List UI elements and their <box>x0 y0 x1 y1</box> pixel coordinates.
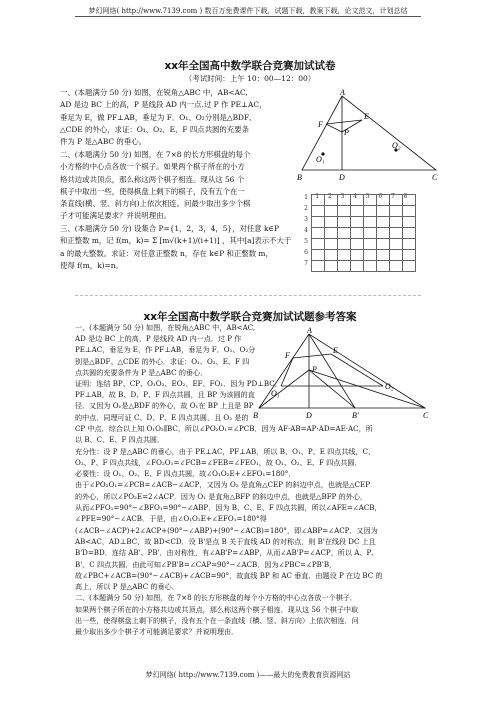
label-d: D <box>339 173 345 182</box>
row-label: 1 <box>304 194 308 201</box>
row-label: 3 <box>304 216 308 223</box>
answer-line: PF⊥AB，故 B、D、P、F 四点共圆，且 BP 为该圆的直 <box>75 390 255 400</box>
q1-line: △CDE 的外心，求证：O₁、O₂、E、F 四点共圆的充要条 <box>60 124 249 134</box>
col-label: 2 <box>327 193 332 200</box>
q2-line: 棋子中取出一些，使得棋盘上剩下的棋子，没有五个在一 <box>60 186 245 196</box>
q2-line: 格共边或共顶点，那么称这两个棋子相连。现从这 56 个 <box>60 174 245 184</box>
col-label: 1 <box>315 193 320 200</box>
answer-line: 如果两个棋子所在的小方格共边或共顶点，那么称这两个棋子相连．现从这 56 个棋子中取 <box>75 604 359 614</box>
header-divider <box>75 16 421 17</box>
label-b-2: B <box>253 411 258 420</box>
answer-line: 出一些，使得棋盘上剩下的棋子，没有五个在一条直线（横、竖、斜方向）上依次相连．问 <box>75 616 359 626</box>
exam-title: xx年全国高中数学联合竞赛加试试卷 <box>164 60 336 72</box>
q2-line: 小方格的中心点各放一个棋子。如果两个棋子所在的小方 <box>60 162 245 172</box>
label-c-2: C <box>423 411 429 420</box>
answers-title: xx年全国高中数学联合竞赛加试试题参考答案 <box>143 311 357 323</box>
answer-line: B'、C 四点共圆．由此可知∠PB'B=∠CAP=90°−∠ACB．因为∠PBC=∠PB'B， <box>75 559 337 569</box>
q3-line: 三、(本题满分 50 分) 设集合 P={1，2，3，4，5}，对任意 k∈P <box>60 224 279 233</box>
triangle-figure-2 <box>253 328 433 418</box>
answer-line: O₂、P、F 四点共线，∠FO₂O₁=∠FCB=∠FEB=∠FEO₁，故 O₁、O₂、E、F 四点共圆． <box>75 457 362 467</box>
row-label: 6 <box>304 249 308 256</box>
q3-line: 和正整数 m，记 f(m，k)= Σ [m√(k+1)/(i+1)] ，其中[a]表示不大于 <box>60 236 292 246</box>
label-p: P <box>344 128 349 137</box>
row-label: 5 <box>304 238 308 245</box>
label-d-2: D <box>306 411 312 420</box>
col-label: 3 <box>340 193 345 200</box>
q1-line: 垂足为 E，做 PF⊥AB，垂足为 F．O₁、O₂分别是△BDF、 <box>60 112 257 122</box>
answer-line: 径．又因为 O₁是△BDF 的外心，故 O₁在 BP 上且是 BP <box>75 401 254 411</box>
q3-line: a 的最大整数。求证：对任意正整数 n，存在 k∈P 和正整数 m， <box>60 248 273 258</box>
answers-body <box>75 423 425 638</box>
segment-pf <box>326 124 342 132</box>
answer-line: AD 是边 BC 上的高，P 是线段 AD 内一点．过 P 作 <box>75 334 242 344</box>
answer-line: 从而∠PFO₁=90°−∠BFO₁=90°−∠ABP．因为 B、C、E、F 四点共圆，所以∠AFE=∠ACB， <box>75 503 382 513</box>
label-o2-2: O₂ <box>385 382 394 391</box>
q3-line: 使得 f(m，k)=n。 <box>60 260 123 270</box>
answer-line: PE⊥AC，垂足为 E，作 PF⊥AB，垂足为 F．O₁、O₂分 <box>75 345 256 355</box>
question-3 <box>60 223 310 272</box>
col-label: 4 <box>353 193 357 200</box>
label-o2: O₂ <box>392 141 401 150</box>
grid-row-labels <box>300 194 308 271</box>
row-label: 7 <box>304 260 308 267</box>
label-e-2: E <box>333 346 338 355</box>
col-label: 8 <box>403 193 408 200</box>
q2-line: 条直线(横、竖、斜方向)上依次相连。问最少取出多少个棋 <box>60 199 251 209</box>
q2-line: 子才可能满足要求？并说明理由。 <box>60 211 171 221</box>
q1-line: AD 是边 BC 上的高，P 是线段 AD 内一点.过 P 作 PE⊥AC， <box>60 100 267 110</box>
col-label: 6 <box>378 193 383 200</box>
answer-line: 由于∠PO₂O₁=∠PCB=∠ACB−∠ACP，又因为 O₂ 是直角△CEP 的斜边中点，也就是△CEP <box>75 480 370 490</box>
answer-line: 充分性：设 P 是△ABC 的垂心，由于 PE⊥AC，PF⊥AB，所以 B、O₁、P、E 四点共线，C、 <box>75 446 376 456</box>
answer-line: 点共圆的充要条件为 P 是△ABC 的垂心． <box>75 367 208 377</box>
answers-intro <box>75 322 282 423</box>
chessboard-grid <box>311 194 416 272</box>
label-e: E <box>364 112 369 121</box>
q1-line: 件为 P 是△ABC 的垂心。 <box>60 137 146 147</box>
answer-line: 故∠PBC+∠ACB=(90°−∠ACB)+∠ACB=90°，故直线 BP 和 AC 垂直．由题设 P 在边 BC 的 <box>75 570 383 580</box>
q2-line: 二、(本题满分 50 分) 如图，在 7×8 的长方形棋盘的每个 <box>60 150 251 159</box>
question-1 <box>60 87 300 148</box>
label-a: A <box>340 88 345 97</box>
answer-line: 的中点．同理可证 C、D、P、E 四点共圆，且 O₂ 是的 <box>75 412 249 422</box>
answer-line: 别是△BDF、△CDE 的外心．求证：O₁、O₂、E、F 四 <box>75 356 250 366</box>
row-label: 2 <box>304 205 308 212</box>
answer-line: 一、(本题满分 50 分) 如图，在锐角△ABC 中，AB<AC, <box>75 323 256 332</box>
answer-line: 的外心，所以∠PO₂E=2∠ACP．因为 O₁ 是直角△BFP 的斜边中点，也就是△BFP 的外心， <box>75 491 368 501</box>
answer-line: ∠PFE=90°−∠ACB．于是，由∠O₁O₂E+∠EFO₁=180°得 <box>75 514 267 524</box>
answer-line: AB<AC，AD⊥BC，故 BD<CD．设 B'是点 B 关于直线 AD 的对称点，则 B'在线段 DC 上且 <box>75 536 376 546</box>
label-a-2: A <box>307 326 312 335</box>
label-b: B <box>297 173 302 182</box>
col-label: 7 <box>390 193 395 200</box>
answer-line: 二、(本题满分 50 分) 如图，在 7×8 的长方形棋盘的每个小方格的中心点各放一个棋子． <box>75 593 357 603</box>
answer-line: 高上，所以 P 是△ABC 的垂心． <box>75 582 179 592</box>
col-label: 5 <box>365 193 370 200</box>
label-o1-2: O₁ <box>271 389 280 398</box>
answer-line: (∠ACB−∠ACP)+2∠ACP+(90°−∠ABP)+(90°−∠ACB)=180°，即∠ABP=∠ACP．又因为 <box>75 525 378 535</box>
answer-line: 以 B、C、E、F 四点共圆． <box>75 435 165 445</box>
answer-line: B'D=BD．连结 AB'、PB'．由对称性，有∠AB'P=∠ABP，从而∠AB'P=∠ACP，所以 A、P、 <box>75 548 379 558</box>
exam-time: （考试时间：上午 10：00—12：00） <box>184 74 316 83</box>
page-header: 梦幻网络( http://www.7139.com ) 数百万免费课件下载，试题下载，教案下载，论文范文，计划总结 <box>88 7 408 15</box>
label-o1: O₁ <box>316 155 325 164</box>
label-bp-2: B' <box>352 411 359 420</box>
question-2 <box>60 149 300 223</box>
label-p-2: P <box>312 365 317 374</box>
label-f: F <box>318 120 323 129</box>
answer-line: CP 中点．综合以上知 O₁O₂∥BC，所以∠PO₂O₁=∠PCB．因为 AF·AB=AP·AD=AE·AC，所 <box>75 424 373 433</box>
answer-line: 证明：连结 BP、CP、O₁O₂、EO₂、EF、FO₁．因为 PD⊥BC， <box>75 379 282 389</box>
q1-line: 一、(本题满分 50 分) 如图，在锐角△ABC 中，AB<AC, <box>60 88 248 97</box>
page-footer: 梦幻网络( http://www.7139.com )——最大的免费教育资源网站 <box>145 671 351 679</box>
section-divider <box>75 295 421 296</box>
answer-line: 最少取出多少个棋子才可能满足要求？并说明理由． <box>75 627 239 637</box>
row-label: 4 <box>304 227 308 234</box>
label-f-2: F <box>285 351 290 360</box>
triangle-figure-1 <box>297 88 443 182</box>
answer-line: 必要性：设 O₁、O₂、E、F 四点共圆，故∠O₁O₂E+∠EFO₁=180°． <box>75 469 296 479</box>
label-c: C <box>432 173 438 182</box>
